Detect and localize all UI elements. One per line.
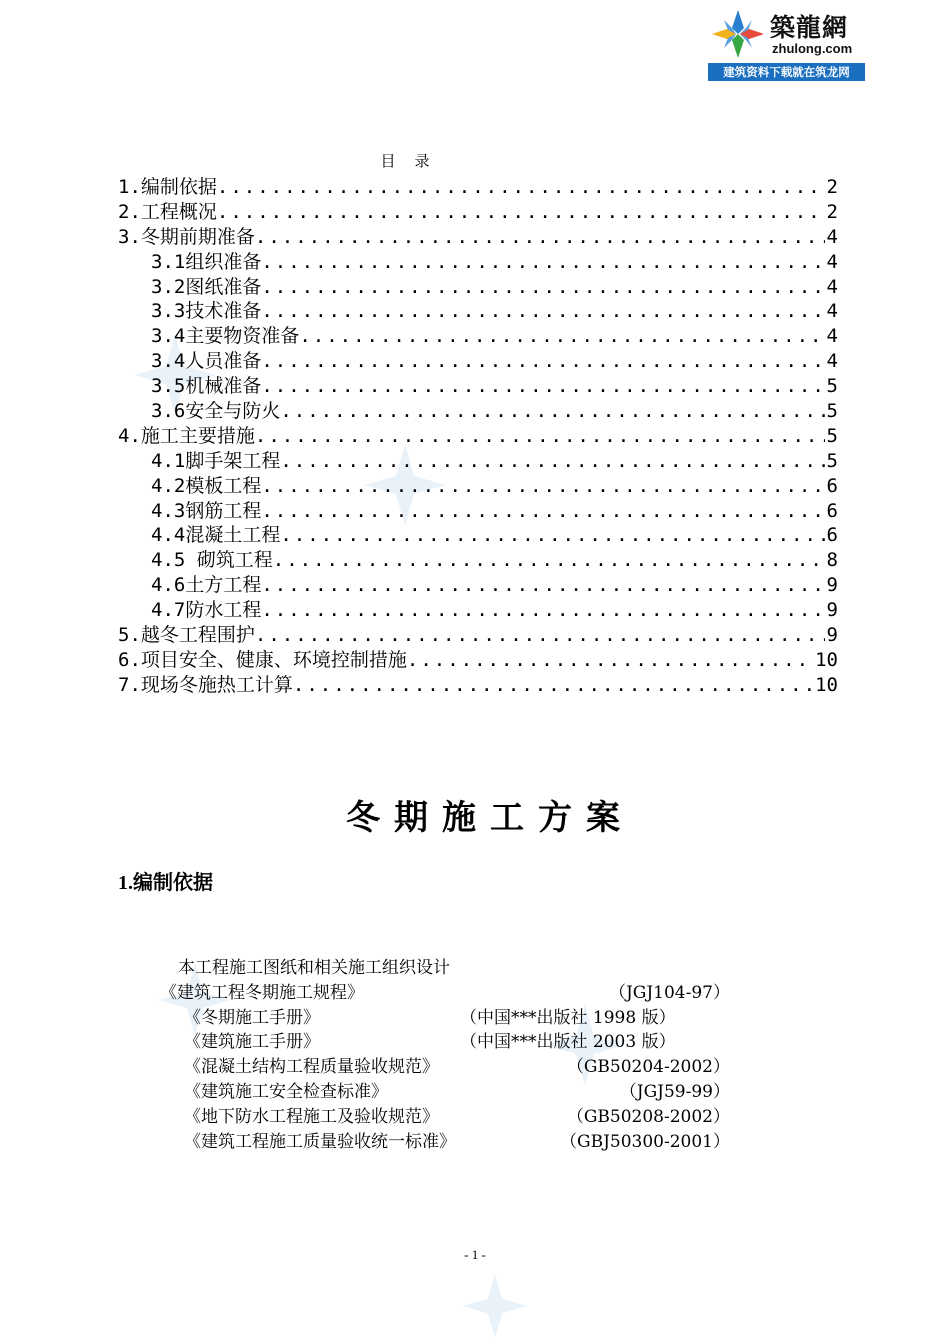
reference-code: （GBJ50300-2001） xyxy=(560,1131,730,1152)
toc-entry-label: 6.项目安全、健康、环境控制措施 xyxy=(118,648,407,670)
toc-entry-label: 4.5 砌筑工程 xyxy=(151,549,273,571)
toc-entry-page: 9 xyxy=(826,624,838,645)
toc-entry[interactable] xyxy=(118,670,838,695)
toc-leader-dots xyxy=(255,226,825,247)
toc-entry[interactable] xyxy=(118,446,838,471)
toc-leader-dots xyxy=(255,624,825,645)
toc-leader-dots xyxy=(293,674,813,695)
toc-entry[interactable] xyxy=(118,595,838,620)
toc-leader-dots xyxy=(261,300,824,321)
toc-entry-page: 2 xyxy=(826,200,838,222)
reference-name: 《建筑工程施工质量验收统一标准》 xyxy=(184,1131,456,1152)
toc-leader-dots xyxy=(261,350,824,371)
toc-entry-page: 6 xyxy=(826,524,838,546)
toc-entry[interactable] xyxy=(118,396,838,421)
toc-leader-dots xyxy=(280,524,824,545)
toc-entry-label: 3.1组织准备 xyxy=(151,250,262,272)
toc-leader-dots xyxy=(261,599,824,620)
toc-entry[interactable] xyxy=(118,496,838,521)
reference-name: 《混凝土结构工程质量验收规范》 xyxy=(184,1057,439,1078)
toc-entry-label: 4.1脚手架工程 xyxy=(151,449,281,471)
toc-entry-page: 4 xyxy=(826,325,838,347)
reference-name: 《建筑工程冬期施工规程》 xyxy=(160,982,364,1003)
toc-entry-page: 4 xyxy=(826,225,838,247)
logo-name-cn: 築龍網 xyxy=(770,13,849,42)
toc-entry-page: 6 xyxy=(826,499,838,521)
toc-entry-page: 4 xyxy=(826,250,838,272)
toc-entry-label: 1.编制依据 xyxy=(118,176,217,197)
toc-entry[interactable] xyxy=(118,570,838,595)
reference-item xyxy=(160,953,730,978)
toc-leader-dots xyxy=(217,176,825,197)
toc-entry-label: 3.3技术准备 xyxy=(151,300,262,322)
reference-item xyxy=(160,1027,730,1052)
toc-entry-label: 4.3钢筋工程 xyxy=(151,499,262,521)
toc-entry[interactable] xyxy=(118,197,838,222)
toc-entry-page: 8 xyxy=(826,549,838,571)
reference-name: 本工程施工图纸和相关施工组织设计 xyxy=(178,958,450,978)
toc-entry-page: 9 xyxy=(826,574,838,596)
toc-entry-label: 4.6土方工程 xyxy=(151,574,262,596)
reference-item xyxy=(160,1077,730,1102)
toc-leader-dots xyxy=(255,425,825,446)
toc-leader-dots xyxy=(407,649,813,670)
reference-name: 《建筑施工手册》 xyxy=(184,1032,320,1053)
toc-entry-label: 3.2图纸准备 xyxy=(151,275,262,297)
toc-leader-dots xyxy=(261,375,824,396)
toc-entry[interactable] xyxy=(118,272,838,297)
reference-item xyxy=(160,1052,730,1077)
reference-code: （GB50208-2002） xyxy=(566,1106,730,1127)
toc-entry[interactable] xyxy=(118,346,838,371)
toc-entry[interactable] xyxy=(118,520,838,545)
toc-leader-dots xyxy=(217,201,825,222)
reference-list xyxy=(160,953,730,1151)
toc-leader-dots xyxy=(261,574,824,595)
toc-entry-label: 4.4混凝土工程 xyxy=(151,524,281,546)
table-of-contents xyxy=(118,172,838,695)
toc-entry-label: 7.现场冬施热工计算 xyxy=(118,673,293,695)
toc-leader-dots xyxy=(261,500,824,521)
toc-leader-dots xyxy=(280,400,824,421)
toc-entry-page: 9 xyxy=(826,599,838,621)
zhulong-logo-icon xyxy=(710,8,766,60)
toc-entry-label: 4.7防水工程 xyxy=(151,599,262,621)
toc-entry-page: 4 xyxy=(826,275,838,297)
section-heading: 1.编制依据 xyxy=(118,872,213,894)
toc-entry-page: 10 xyxy=(815,673,838,695)
toc-entry[interactable] xyxy=(118,545,838,570)
toc-entry-label: 3.6安全与防火 xyxy=(151,400,281,421)
toc-entry-page: 6 xyxy=(826,474,838,496)
zhulong-logo xyxy=(708,4,865,81)
toc-leader-dots xyxy=(261,475,824,496)
toc-entry-label: 3.4人员准备 xyxy=(151,350,262,372)
toc-entry-page: 5 xyxy=(826,424,838,446)
toc-entry-label: 3.冬期前期准备 xyxy=(118,225,255,247)
toc-leader-dots xyxy=(261,251,824,272)
document-title: 冬期施工方案 xyxy=(346,798,634,838)
toc-entry[interactable] xyxy=(118,222,838,247)
toc-leader-dots xyxy=(280,450,824,471)
page-number: - 1 - xyxy=(464,1247,486,1262)
logo-name-en: zhulong.com xyxy=(772,41,853,56)
toc-entry[interactable] xyxy=(118,421,838,446)
toc-entry[interactable] xyxy=(118,321,838,346)
toc-entry[interactable] xyxy=(118,371,838,396)
toc-entry-page: 10 xyxy=(815,648,838,670)
toc-entry-page: 5 xyxy=(826,400,838,421)
reference-name: 《冬期施工手册》 xyxy=(184,1007,320,1028)
toc-leader-dots xyxy=(261,276,824,297)
toc-entry-label: 3.5机械准备 xyxy=(151,375,262,397)
toc-entry-label: 5.越冬工程围护 xyxy=(118,624,255,645)
reference-item xyxy=(160,1102,730,1127)
toc-entry[interactable] xyxy=(118,645,838,670)
toc-title: 目 录 xyxy=(380,152,430,170)
reference-name: 《地下防水工程施工及验收规范》 xyxy=(184,1106,439,1127)
logo-tagline: 建筑资料下载就在筑龙网 xyxy=(708,63,865,81)
toc-entry-label: 4.施工主要措施 xyxy=(118,424,255,446)
toc-entry-page: 4 xyxy=(826,300,838,322)
toc-entry-page: 4 xyxy=(826,350,838,372)
reference-name: 《建筑施工安全检查标准》 xyxy=(184,1081,388,1102)
reference-item xyxy=(160,978,730,1003)
toc-leader-dots xyxy=(273,549,825,570)
toc-entry[interactable] xyxy=(118,172,838,197)
reference-code: （中国***出版社 1998 版） xyxy=(460,1007,676,1028)
toc-entry[interactable] xyxy=(118,471,838,496)
toc-entry[interactable] xyxy=(118,247,838,272)
reference-item xyxy=(160,1003,730,1028)
reference-code: （JGJ59-99） xyxy=(619,1081,730,1102)
reference-item xyxy=(160,1127,730,1152)
toc-entry-label: 4.2模板工程 xyxy=(151,474,262,496)
toc-entry-label: 2.工程概况 xyxy=(118,200,217,222)
toc-entry[interactable] xyxy=(118,296,838,321)
toc-leader-dots xyxy=(299,325,824,346)
watermark-logo-icon xyxy=(455,1270,535,1342)
toc-entry-page: 5 xyxy=(826,375,838,397)
toc-entry-page: 5 xyxy=(826,449,838,471)
reference-code: （GB50204-2002） xyxy=(566,1057,730,1078)
toc-entry-label: 3.4主要物资准备 xyxy=(151,325,300,347)
toc-entry-page: 2 xyxy=(826,176,838,197)
toc-entry[interactable] xyxy=(118,620,838,645)
reference-code: （中国***出版社 2003 版） xyxy=(460,1032,676,1053)
reference-code: （JGJ104-97） xyxy=(608,982,730,1003)
